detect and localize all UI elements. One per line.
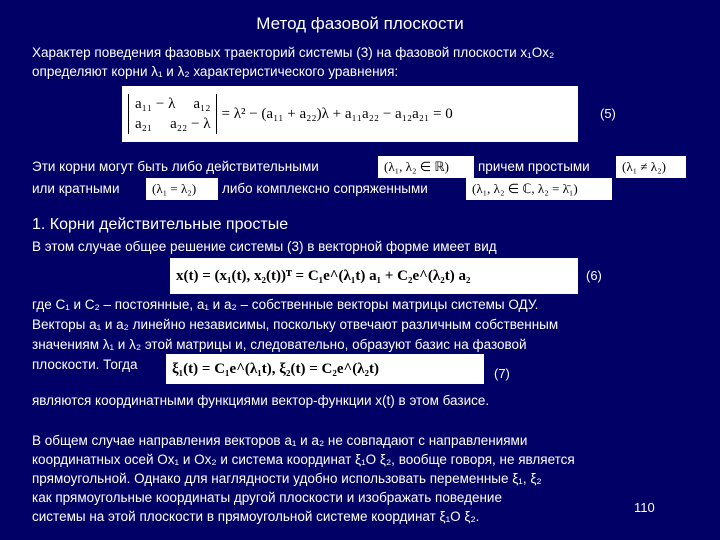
equation-number-6: (6) (586, 268, 602, 283)
roots-line-2-text: или кратными (32, 181, 120, 196)
det-r2c2: a₂₂ − λ (170, 116, 211, 132)
general-line-1: В общем случае направления векторов a₁ и a₂ не совпадают с направлениями (32, 433, 528, 448)
det-r2c1: a₂₁ (135, 116, 153, 132)
page-number: 110 (634, 500, 655, 515)
roots-line-1-mid: причем простыми (478, 159, 590, 174)
det-r1c2: a₁₂ (193, 96, 211, 112)
equation-number-7: (7) (494, 366, 510, 381)
after7-line-1: являются координатными функциями вектор-функции x(t) в этом базисе. (32, 393, 490, 408)
general-line-4: как прямоугольные координаты другой плоскости и изображать поведение (32, 490, 502, 505)
after6-line-3: значениям λ₁ и λ₂ этой матрицы и, следовательно, образуют базис на фазовой (32, 337, 527, 352)
general-solution-formula: x(t) = (x₁(t), x₂(t))ᵀ = C₁e^(λ₁t) a₁ + C₂e^(λ₂t) a₂ (170, 258, 578, 294)
general-line-5: системы на этой плоскости в прямоугольной системе координат ξ₁O ξ₂. (32, 509, 480, 524)
roots-simple-formula: (λ₁ ≠ λ₂) (616, 156, 686, 178)
characteristic-equation (122, 86, 578, 142)
det-r1c1: a₁₁ − λ (135, 96, 176, 112)
roots-line-2-mid: либо комплексно сопряженными (222, 181, 428, 196)
equation-number-5: (5) (600, 106, 616, 121)
determinant (128, 94, 217, 134)
coordinate-functions-formula: ξ₁(t) = C₁e^(λ₁t), ξ₂(t) = C₂e^(λ₂t) (166, 354, 484, 384)
roots-line-1-text: Эти корни могут быть либо действительными (32, 159, 319, 174)
roots-complex-formula: (λ₁, λ₂ ∈ ℂ, λ₂ = λ̄₁) (466, 178, 612, 200)
intro-line-2: определяют корни λ₁ и λ₂ характеристического уравнения: (32, 64, 399, 79)
roots-real-formula: (λ₁, λ₂ ∈ ℝ) (378, 156, 474, 178)
general-line-3: прямоугольной. Однако для наглядности удобно использовать переменные ξ₁, ξ₂ (32, 471, 542, 486)
general-line-2: координатных осей Ox₁ и Ox₂ и система координат ξ₁O ξ₂, вообще говоря, не является (32, 452, 575, 467)
section-heading: 1. Корни действительные простые (32, 216, 289, 233)
section-line-1: В этом случае общее решение системы (3) в векторной форме имеет вид (32, 239, 497, 254)
slide-title: Метод фазовой плоскости (256, 14, 464, 33)
after6-line-2: Векторы a₁ и a₂ линейно независимы, поскольку отвечают различным собственным (32, 317, 559, 332)
equation-rhs: = λ² − (a₁₁ + a₂₂)λ + a₁₁a₂₂ − a₁₂a₂₁ = 0 (221, 105, 453, 122)
intro-line-1: Характер поведения фазовых траекторий системы (3) на фазовой плоскости x₁Ox₂ (32, 45, 555, 60)
after6-line-1: где C₁ и C₂ – постоянные, a₁ и a₂ – собственные векторы матрицы системы ОДУ. (32, 297, 539, 312)
roots-multiple-formula: (λ₁ = λ₂) (146, 178, 218, 200)
after6-line-4: плоскости. Тогда (32, 357, 138, 372)
